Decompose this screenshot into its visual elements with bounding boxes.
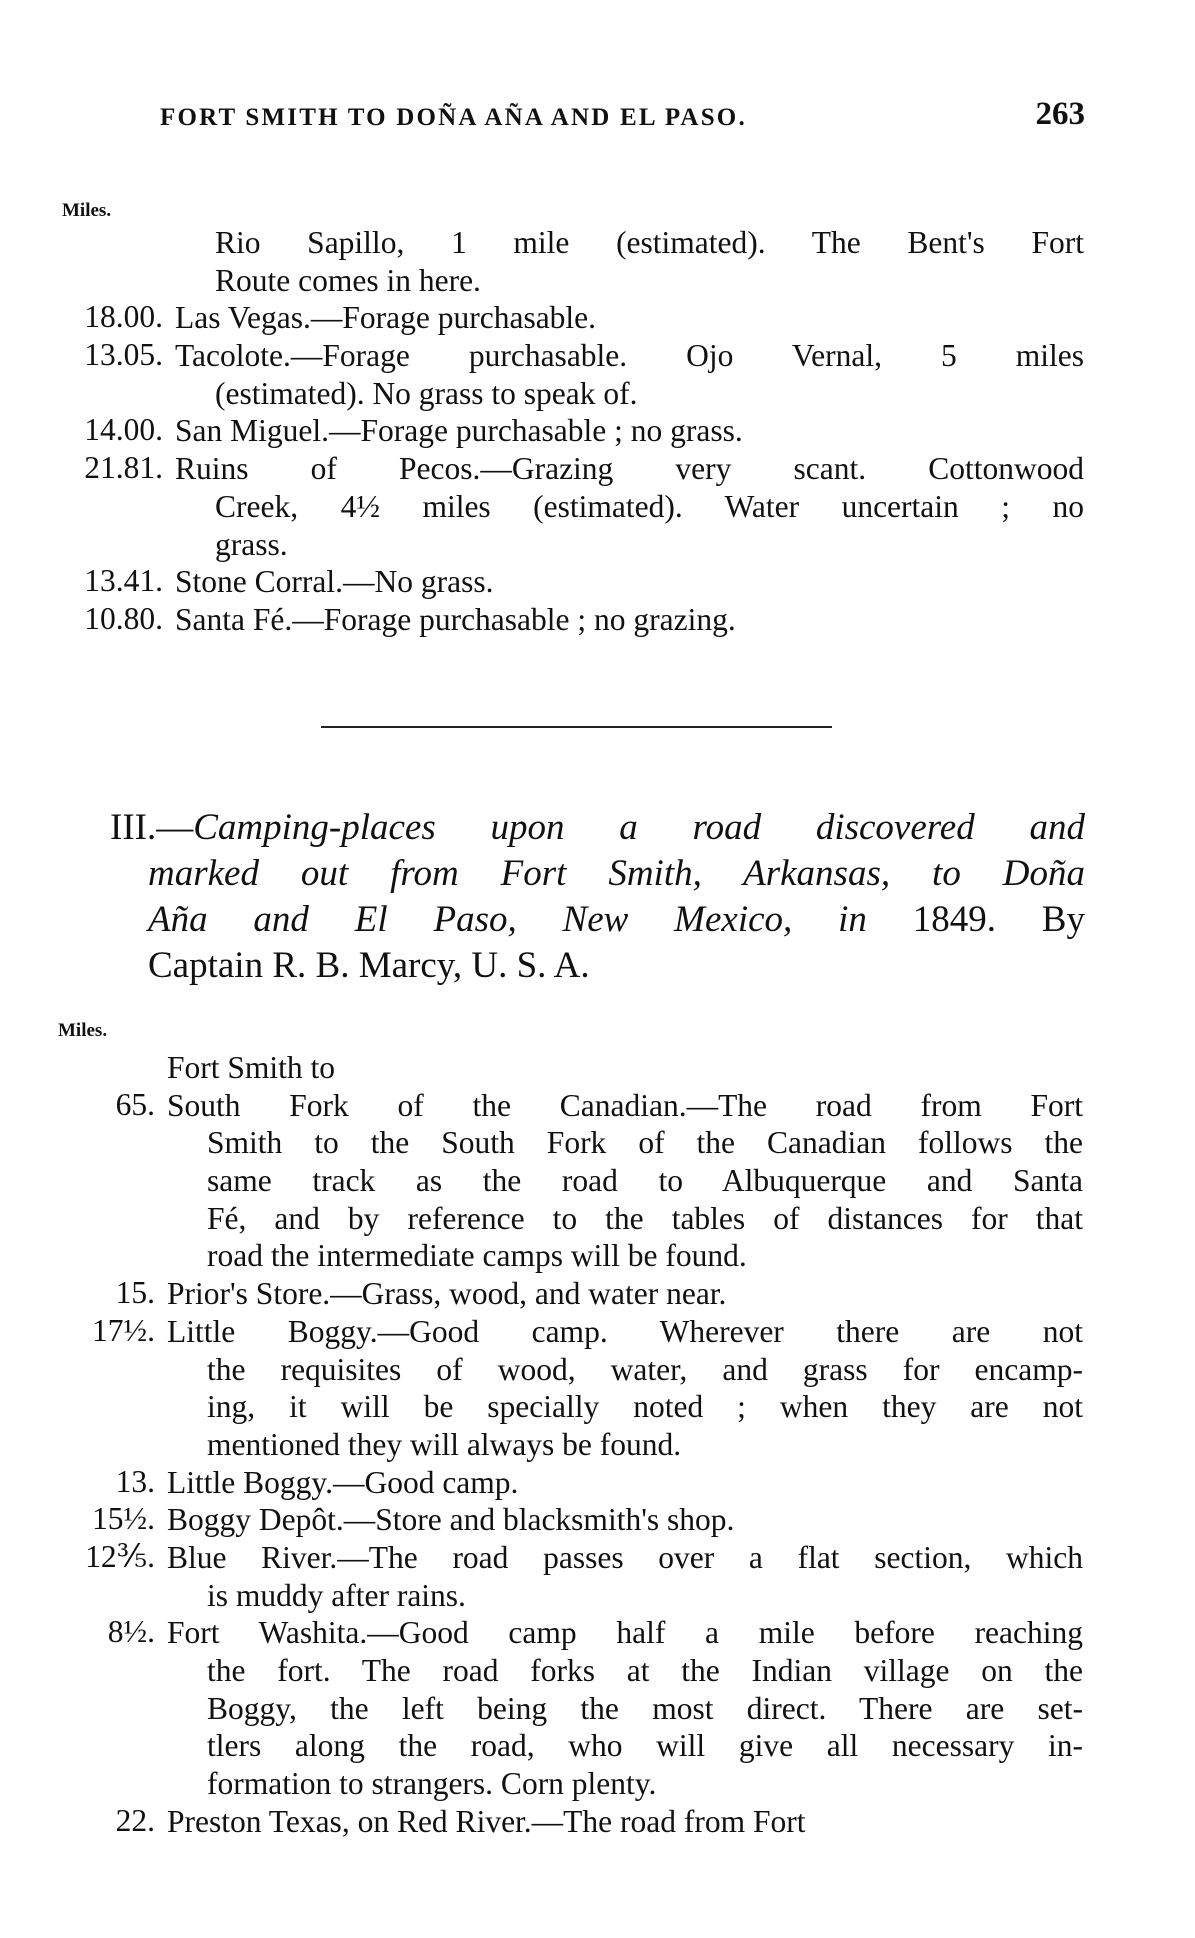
entry-line: same track as the road to Albuquerque and Santa <box>207 1163 1083 1199</box>
entry-line: Preston Texas, on Red River.—The road from Fort <box>167 1803 806 1839</box>
entry-line: Fort Smith to <box>167 1050 336 1085</box>
list-entry <box>50 450 1084 563</box>
mileage-list-1 <box>50 224 1084 639</box>
entry-line: Blue River.—The road passes over a flat section, which <box>167 1539 1083 1575</box>
heading-author: Captain R. B. Marcy, U. S. A. <box>148 945 590 986</box>
entry-line: road the intermediate camps will be found. <box>207 1238 747 1274</box>
entry-line: Boggy, the left being the most direct. There are set- <box>207 1690 1083 1726</box>
list-entry <box>80 1087 1083 1275</box>
mileage-list-2 <box>80 1049 1083 1840</box>
entry-line: grass. <box>215 526 288 562</box>
entry-miles: 22. <box>115 1802 155 1838</box>
entry-miles: 65. <box>115 1086 155 1122</box>
entry-miles: 15½. <box>92 1501 155 1537</box>
entry-line: tlers along the road, who will give all necessary in- <box>207 1728 1083 1764</box>
page-number: 263 <box>1035 96 1085 132</box>
entry-line: mentioned they will always be found. <box>207 1426 682 1462</box>
running-title: FORT SMITH TO DOÑA AÑA AND EL PASO. <box>160 104 747 131</box>
entry-line: the fort. The road forks at the Indian village on the <box>207 1653 1083 1688</box>
entry-line: Little Boggy.—Good camp. Wherever there are not <box>167 1313 1083 1349</box>
section-heading <box>110 805 1085 989</box>
entry-line: Route comes in here. <box>215 262 481 298</box>
entry-line: San Miguel.—Forage purchasable ; no grass. <box>175 413 743 449</box>
heading-numeral: III.— <box>110 807 194 848</box>
entry-miles: 12⅗. <box>85 1538 155 1574</box>
entry-line: South Fork of the Canadian.—The road from Fort <box>167 1087 1083 1123</box>
entry-miles <box>50 224 175 299</box>
entry-line: Fort Washita.—Good camp half a mile before reaching <box>167 1615 1083 1651</box>
list-entry <box>50 563 1084 601</box>
list-entry <box>80 1614 1083 1802</box>
entry-line: Ruins of Pecos.—Grazing very scant. Cottonwood <box>175 451 1084 487</box>
entry-line: Creek, 4½ miles (estimated). Water uncertain ; no <box>215 488 1084 524</box>
entry-line: is muddy after rains. <box>207 1577 466 1613</box>
list-entry <box>50 299 1084 337</box>
heading-line: Camping-places upon a road discovered and <box>193 807 1085 848</box>
entry-line: the requisites of wood, water, and grass for encamp- <box>207 1351 1083 1387</box>
heading-line: marked out from Fort Smith, Arkansas, to Doña <box>148 853 1085 894</box>
entry-miles: 18.00. <box>84 299 163 335</box>
entry-miles: 14.00. <box>84 412 163 448</box>
list-entry <box>80 1275 1083 1313</box>
list-entry <box>50 337 1084 412</box>
section-divider <box>321 726 832 728</box>
list-entry <box>80 1313 1083 1464</box>
entry-miles: 21.81. <box>84 450 163 486</box>
entry-miles: 8½. <box>107 1614 155 1650</box>
entry-line: (estimated). No grass to speak of. <box>215 375 638 411</box>
entry-line: Rio Sapillo, 1 mile (estimated). The Bent's Fort <box>215 225 1084 260</box>
entry-line: Little Boggy.—Good camp. <box>167 1464 519 1500</box>
entry-line: Las Vegas.—Forage purchasable. <box>175 300 597 336</box>
entry-line: Santa Fé.—Forage purchasable ; no grazing. <box>175 601 736 637</box>
entry-miles: 13.05. <box>84 337 163 373</box>
entry-line: formation to strangers. Corn plenty. <box>207 1766 657 1802</box>
entry-line: ing, it will be specially noted ; when they are not <box>207 1389 1083 1425</box>
entry-line: Tacolote.—Forage purchasable. Ojo Vernal, 5 miles <box>175 338 1084 374</box>
miles-label: Miles. <box>58 1020 108 1041</box>
entry-miles: 13.41. <box>84 563 163 599</box>
entry-miles: 15. <box>115 1275 155 1311</box>
list-entry <box>80 1501 1083 1539</box>
heading-line: Aña and El Paso, New Mexico, in <box>148 899 867 940</box>
entry-line: Boggy Depôt.—Store and blacksmith's shop. <box>167 1502 735 1538</box>
list-entry <box>80 1803 1083 1841</box>
entry-miles: 13. <box>115 1463 155 1499</box>
entry-line: Prior's Store.—Grass, wood, and water near. <box>167 1276 727 1312</box>
list-entry <box>50 601 1084 639</box>
entry-line: Fé, and by reference to the tables of distances for that <box>207 1200 1083 1236</box>
miles-label: Miles. <box>62 200 112 221</box>
page-header <box>160 96 1085 140</box>
list-entry <box>80 1464 1083 1502</box>
list-entry <box>80 1539 1083 1614</box>
list-entry <box>80 1049 1083 1087</box>
entry-miles <box>80 1049 167 1087</box>
entry-line: Stone Corral.—No grass. <box>175 564 494 600</box>
list-entry <box>50 412 1084 450</box>
entry-miles: 17½. <box>92 1312 155 1348</box>
entry-line: Smith to the South Fork of the Canadian follows the <box>207 1125 1083 1161</box>
list-entry <box>50 224 1084 299</box>
entry-miles: 10.80. <box>84 600 163 636</box>
heading-year: 1849. By <box>866 899 1085 940</box>
